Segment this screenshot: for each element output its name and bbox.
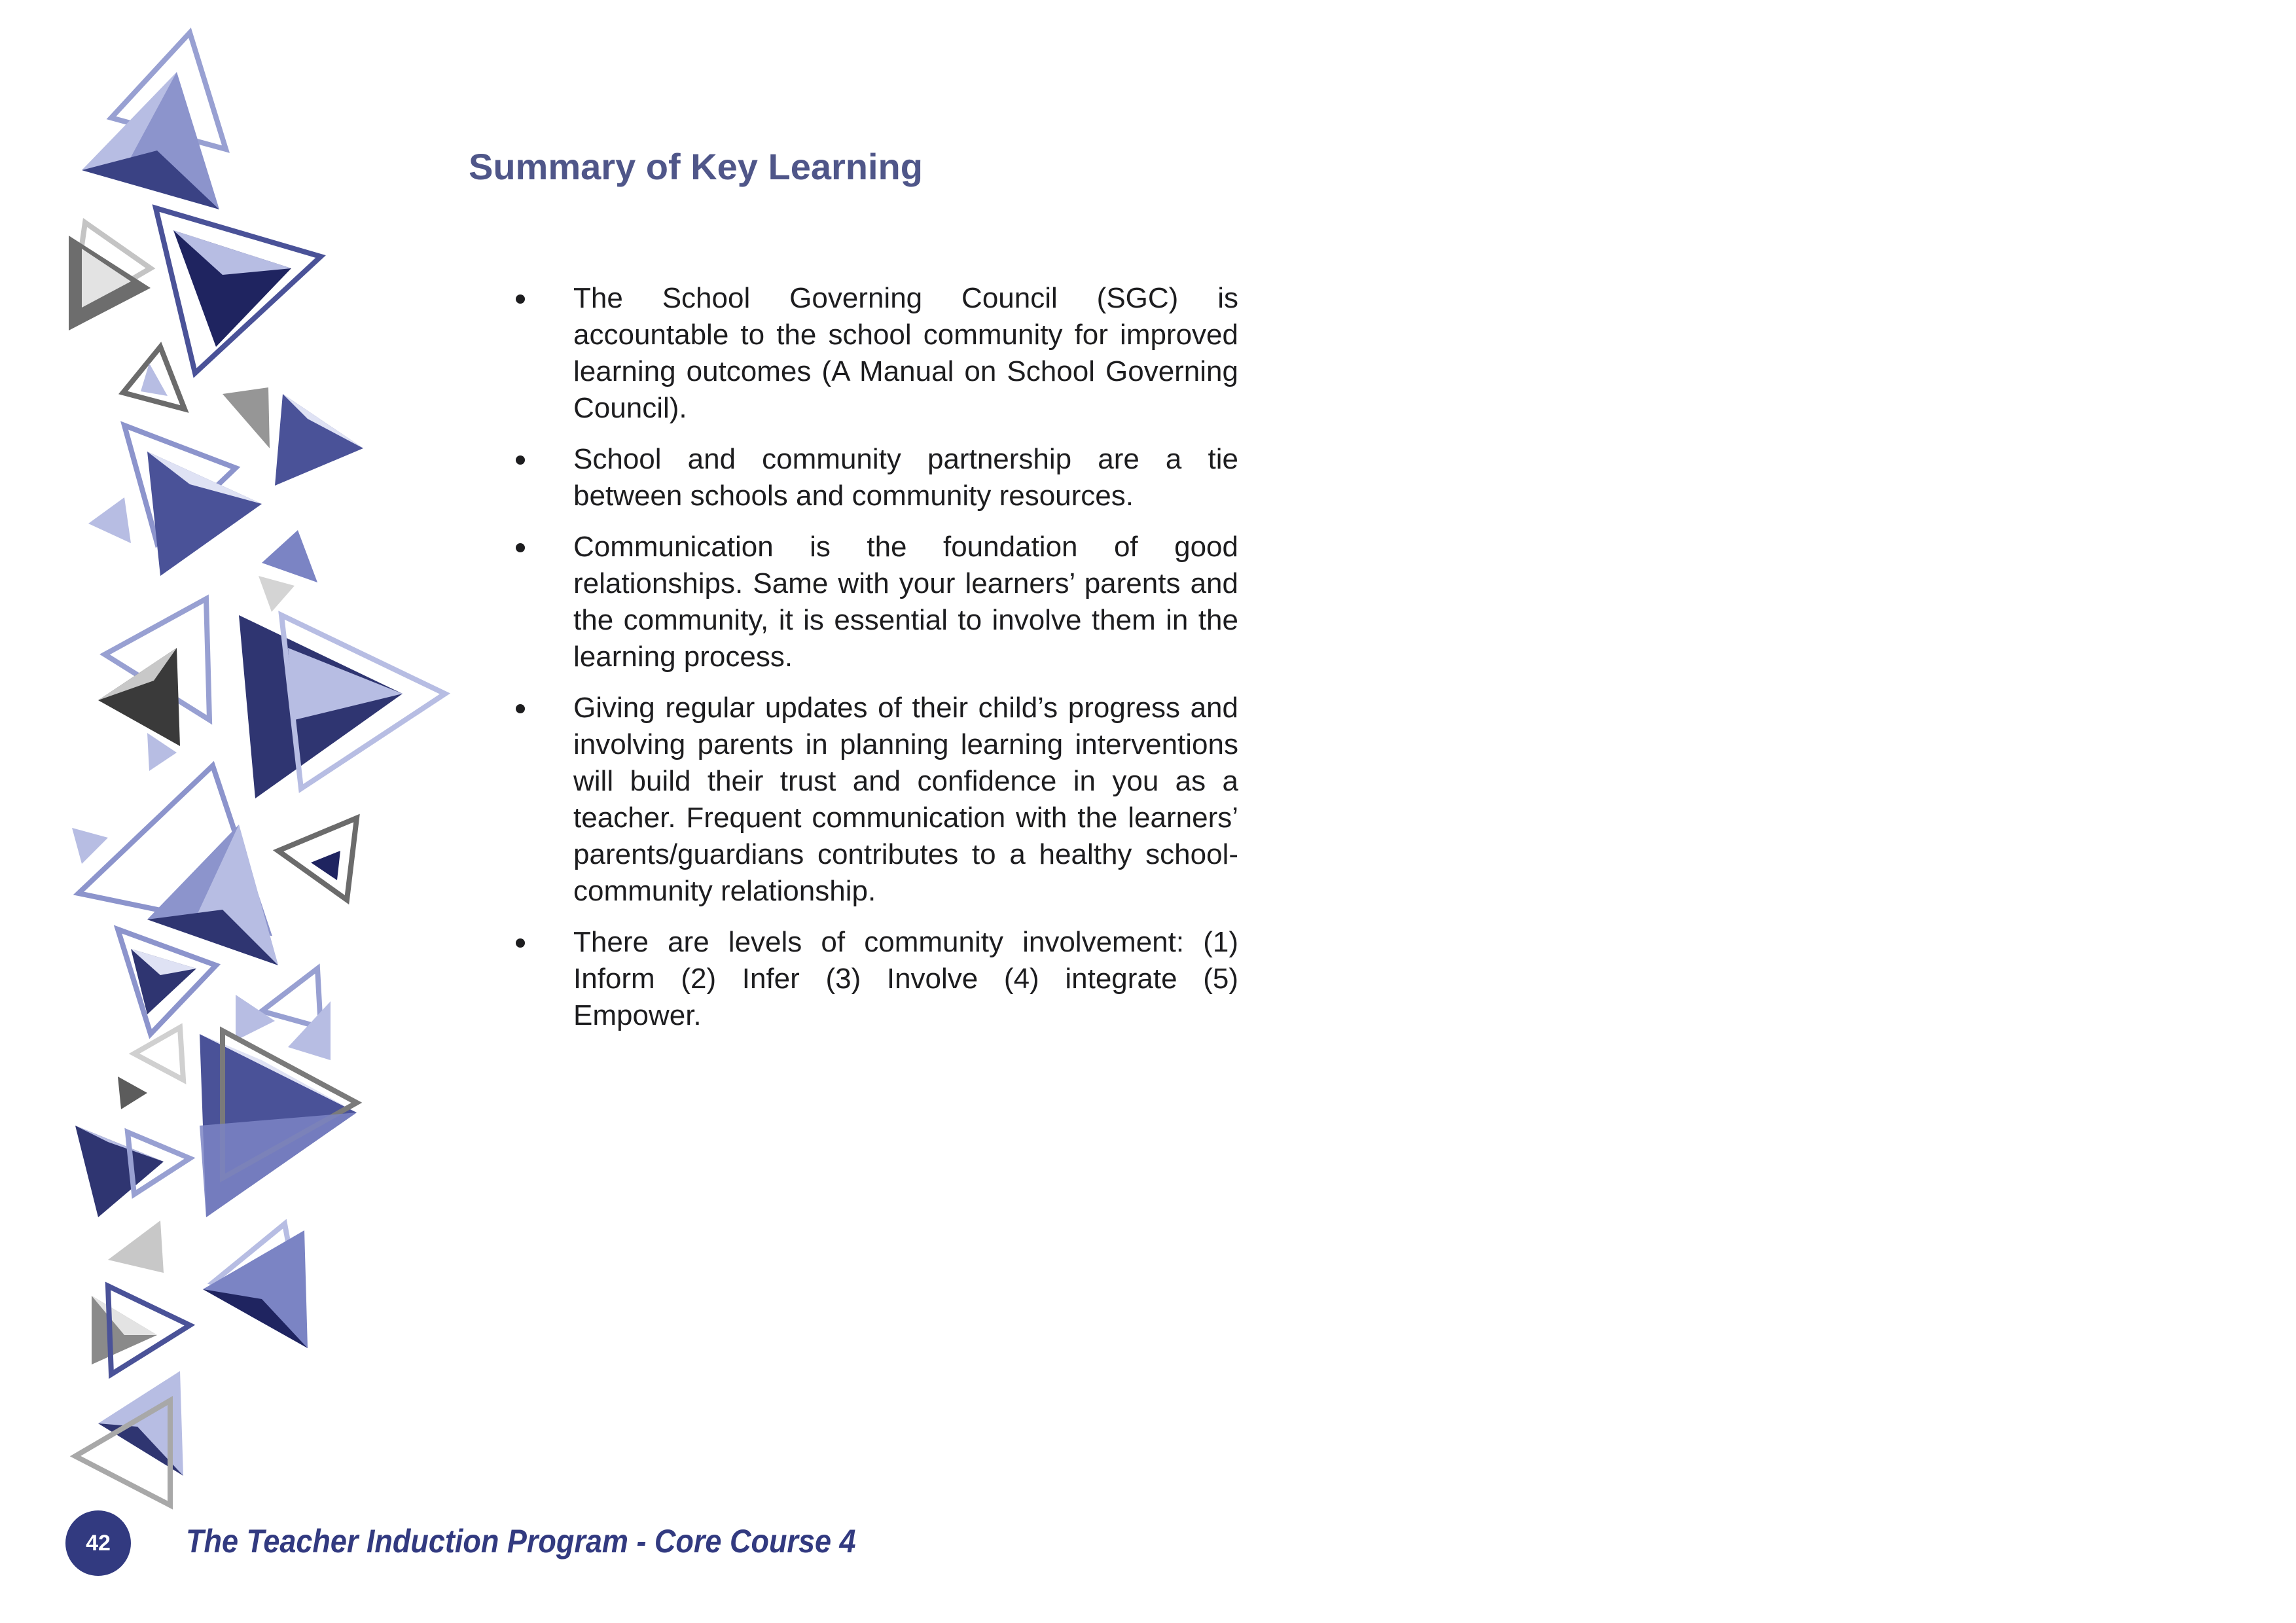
page-number-badge: [65, 1510, 131, 1576]
triangle-shape: [108, 1221, 164, 1273]
list-item: [511, 529, 1238, 675]
list-item: [511, 690, 1238, 910]
triangle-shape: [147, 452, 262, 576]
list-item-text: Giving regular updates of their child’s progress and involving parents in planning learning interventions will build their trust and confidence in you as a teacher. Frequent communication with the learners’ parents/guardians contributes to a healthy school-community relationship.: [573, 692, 1238, 907]
list-item-text: There are levels of community involvement: (1) Inform (2) Infer (3) Involve (4) integrate (5) Empower.: [573, 926, 1238, 1031]
bullet-icon: [516, 543, 525, 552]
footer-title: The Teacher Induction Program - Core Course 4: [186, 1523, 856, 1560]
list-item: [511, 924, 1238, 1034]
triangle-shape: [278, 818, 357, 900]
bullet-icon: [516, 294, 525, 304]
triangle-shape: [134, 1027, 183, 1080]
page-heading: Summary of Key Learning: [469, 146, 923, 187]
list-item-text: School and community partnership are a tie between schools and community resources.: [573, 443, 1238, 512]
bullet-icon: [516, 938, 525, 948]
key-learning-list: [511, 280, 1238, 1048]
triangle-shape: [88, 497, 131, 543]
triangle-shape: [72, 828, 108, 864]
triangle-shape: [288, 1001, 331, 1060]
list-item: [511, 441, 1238, 514]
page-number: 42: [86, 1530, 111, 1556]
triangle-shape: [200, 1113, 357, 1217]
triangle-shape: [173, 230, 291, 347]
list-item: [511, 280, 1238, 427]
triangle-shape: [118, 1077, 147, 1109]
triangle-shape: [98, 648, 180, 746]
triangle-shape: [223, 387, 270, 448]
bullet-icon: [516, 704, 525, 713]
triangle-shape: [262, 530, 317, 582]
bullet-icon: [516, 455, 525, 465]
triangle-shape: [236, 995, 275, 1041]
triangle-shape: [259, 576, 295, 612]
list-item-text: The School Governing Council (SGC) is accountable to the school community for improved learning outcomes (A Manual on School Governing Council).: [573, 282, 1238, 424]
list-item-text: Communication is the foundation of good relationships. Same with your learners’ parents and the community, it is essential to involve them in the learning process.: [573, 531, 1238, 673]
